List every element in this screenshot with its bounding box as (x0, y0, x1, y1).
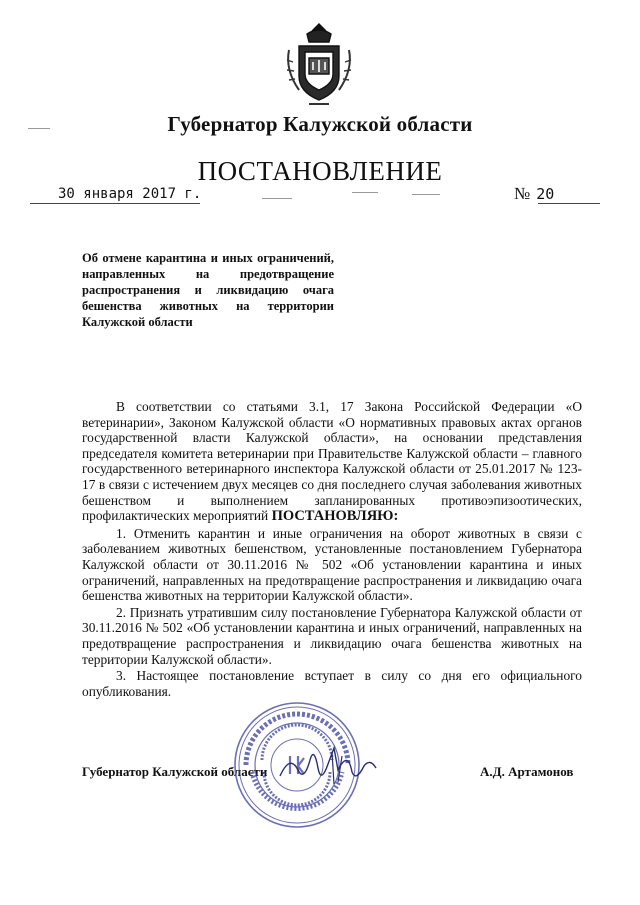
issuer-title: Губернатор Калужской области (167, 112, 473, 136)
date-underline (30, 203, 200, 204)
scan-artifact (262, 198, 292, 199)
preamble-text: В соответствии со статьями 3.1, 17 Закона Российской Федерации «О ветеринарии», Законом Калужской области «О нормативных правовых актах органов государственной власти Калужской области», на основании представления председателя комитета ветеринарии при Правительстве Калужской области – главного государственного ветеринарного инспектора Калужской области от 25.01.2017 № 123-17 в связи с истечением двух месяцев со дня последнего случая заболевания животных бешенством и выполнением запланированных противоэпизоотических, профилактических мероприятий (82, 399, 582, 524)
scan-artifact (412, 194, 440, 195)
document-type-title: ПОСТАНОВЛЕНИЕ (197, 156, 443, 186)
scan-artifact (352, 192, 378, 193)
signatory-position: Губернатор Калужской области (82, 764, 268, 779)
document-subject: Об отмене карантина и иных ограничений, направленных на предотвращение распространения и ликвидацию очага бешенства животных на территории Калужской области (82, 251, 334, 329)
signatory-name: А.Д. Артамонов (480, 764, 574, 779)
handwritten-signature-icon (272, 742, 382, 792)
body-item: 2. Признать утратившим силу постановление Губернатора Калужской области от 30.11.2016 № 502 «Об установлении карантина и иных ограничений, направленных на предотвращение распространения и ликвидацию очага бешенства животных на территории Калужской области». (82, 604, 582, 667)
body-item: 1. Отменить карантин и иные ограничения на оборот животных в связи с заболеванием животных бешенством, установленные постановлением Губернатора Калужской области от 30.11.2016 № 502 «Об установлении карантина и иных ограничений, направленных на предотвращение распространения и ликвидацию очага бешенства животных на территории Калужской области». (82, 525, 582, 604)
document-number (514, 184, 554, 204)
document-date: 30 января 2017 г. (58, 186, 202, 202)
decree-word: ПОСТАНОВЛЯЮ: (271, 508, 399, 525)
document-body (82, 399, 582, 700)
number-label: № (514, 184, 531, 203)
body-preamble (82, 399, 582, 525)
number-value: 20 (536, 185, 555, 203)
number-underline (538, 203, 600, 204)
kaluga-coat-of-arms-icon (283, 20, 355, 110)
scan-artifact (28, 128, 50, 129)
body-item: 3. Настоящее постановление вступает в силу со дня его официального опубликования. (82, 668, 582, 699)
